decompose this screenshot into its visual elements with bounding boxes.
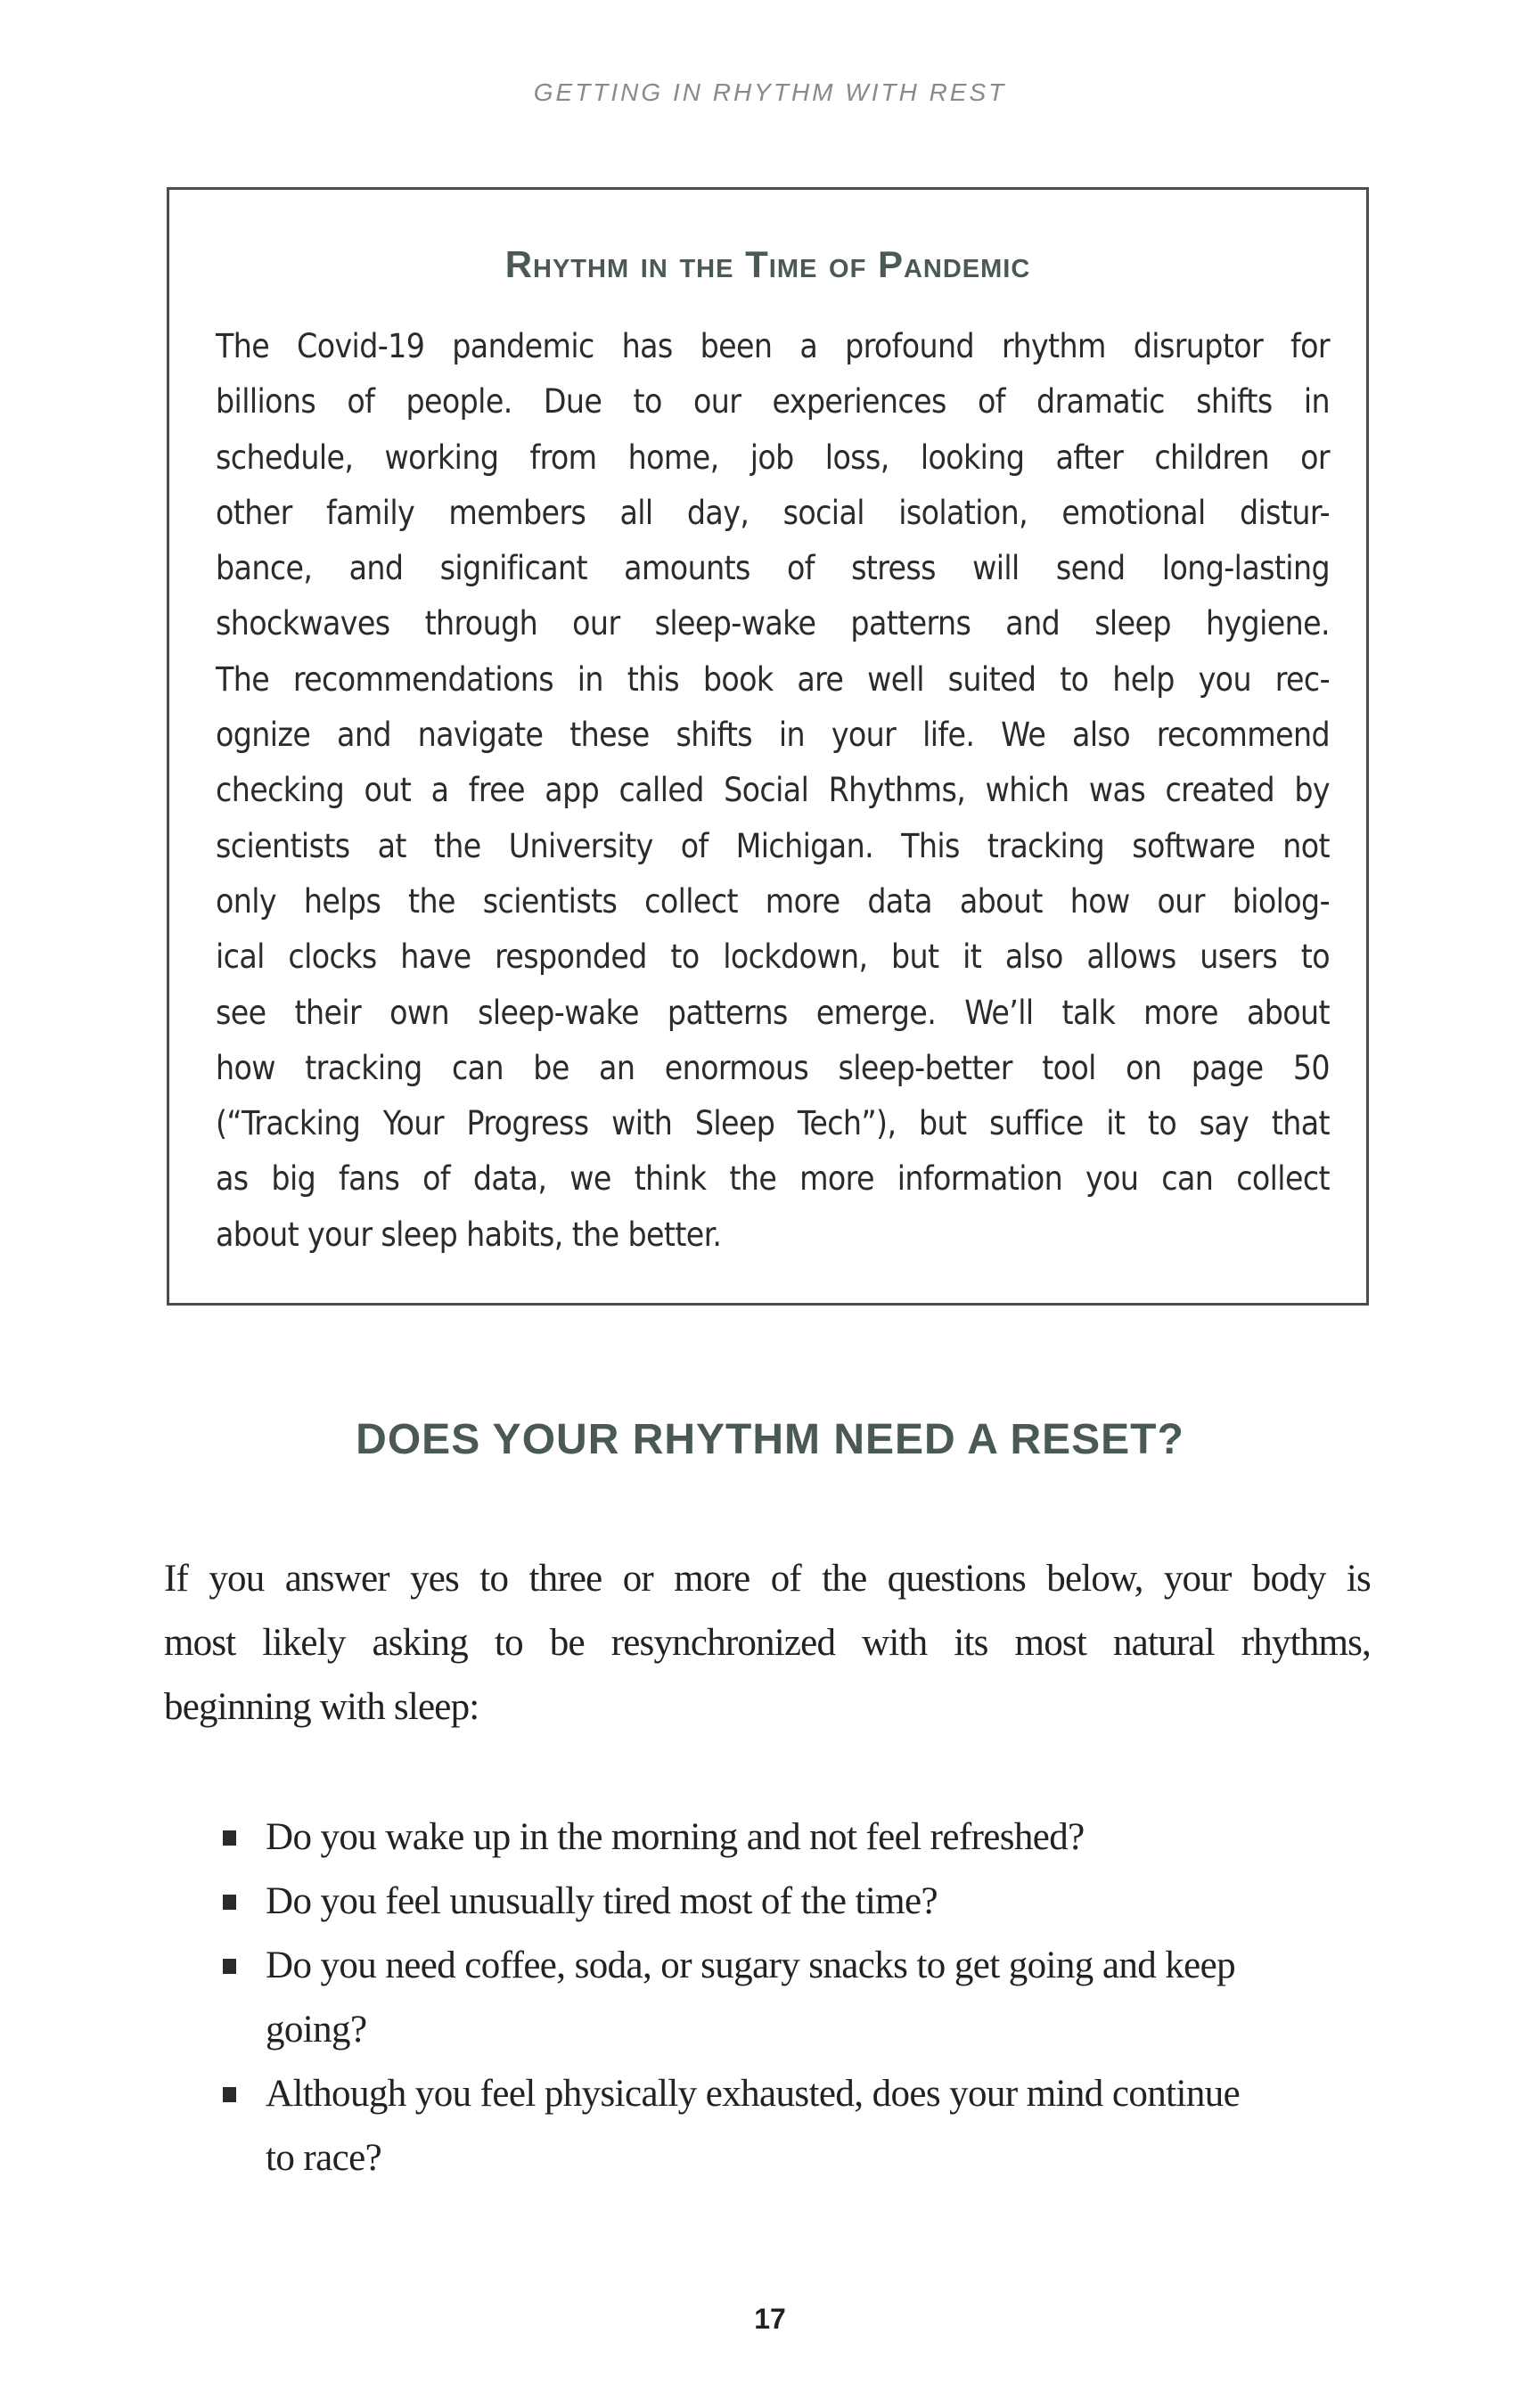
square-bullet-icon xyxy=(223,1830,236,1846)
sidebar-line: only helps the scientists collect more data about how our biolog- xyxy=(216,881,1330,921)
intro-line: If you answer yes to three or more of the questions below, your body is xyxy=(164,1558,1371,1600)
sidebar-line: billions of people. Due to our experiences of dramatic shifts in xyxy=(216,382,1330,422)
question-item xyxy=(221,2062,1344,2190)
sidebar-line: about your sleep habits, the better. xyxy=(216,1215,722,1254)
sidebar-line: how tracking can be an enormous sleep-better tool on page 50 xyxy=(216,1048,1330,1087)
square-bullet-icon xyxy=(223,1895,236,1910)
sidebar-line: checking out a free app called Social Rhythms, which was created by xyxy=(216,771,1330,810)
sidebar-title: Rhythm in the Time of Pandemic xyxy=(504,243,1031,285)
sidebar-box xyxy=(167,187,1369,1306)
question-text: Although you feel physically exhausted, does your mind continue to race? xyxy=(266,2073,1241,2179)
page-number: 17 xyxy=(754,2303,786,2335)
sidebar-line: The recommendations in this book are well suited to help you rec- xyxy=(216,659,1330,699)
intro-paragraph xyxy=(164,1547,1371,1740)
sidebar-line: ognize and navigate these shifts in your life. We also recommend xyxy=(216,716,1330,755)
sidebar-line: see their own sleep-wake patterns emerge. We’ll talk more about xyxy=(216,993,1330,1032)
question-item xyxy=(221,1934,1344,2062)
sidebar-body xyxy=(216,319,1330,1263)
sidebar-line: The Covid-19 pandemic has been a profound rhythm disruptor for xyxy=(216,327,1330,365)
sidebar-line: (“Tracking Your Progress with Sleep Tech”), but suffice it to say that xyxy=(216,1104,1330,1143)
running-head: GETTING IN RHYTHM WITH REST xyxy=(533,78,1007,106)
question-list xyxy=(221,1805,1344,2190)
question-item xyxy=(221,1805,1344,1870)
sidebar-line: bance, and significant amounts of stress will send long-lasting xyxy=(216,549,1330,588)
sidebar-line: scientists at the University of Michigan. This tracking software not xyxy=(216,826,1330,865)
intro-line: beginning with sleep: xyxy=(164,1686,479,1728)
square-bullet-icon xyxy=(223,2087,236,2102)
sidebar-line: ical clocks have responded to lockdown, but it also allows users to xyxy=(216,937,1330,977)
sidebar-line: schedule, working from home, job loss, looking after children or xyxy=(216,438,1330,477)
square-bullet-icon xyxy=(223,1959,236,1974)
sidebar-line: as big fans of data, we think the more information you can collect xyxy=(216,1159,1330,1199)
sidebar-line: shockwaves through our sleep-wake patterns and sleep hygiene. xyxy=(216,604,1330,643)
question-text: Do you feel unusually tired most of the time? xyxy=(266,1880,938,1922)
question-item xyxy=(221,1870,1344,1934)
sidebar-line: other family members all day, social isolation, emotional distur- xyxy=(216,493,1330,532)
section-heading: DOES YOUR RHYTHM NEED A RESET? xyxy=(356,1416,1184,1463)
intro-line: most likely asking to be resynchronized with its most natural rhythms, xyxy=(164,1622,1371,1664)
question-text: Do you wake up in the morning and not feel refreshed? xyxy=(266,1816,1085,1858)
question-text: Do you need coffee, soda, or sugary snacks to get going and keep going? xyxy=(266,1944,1236,2051)
